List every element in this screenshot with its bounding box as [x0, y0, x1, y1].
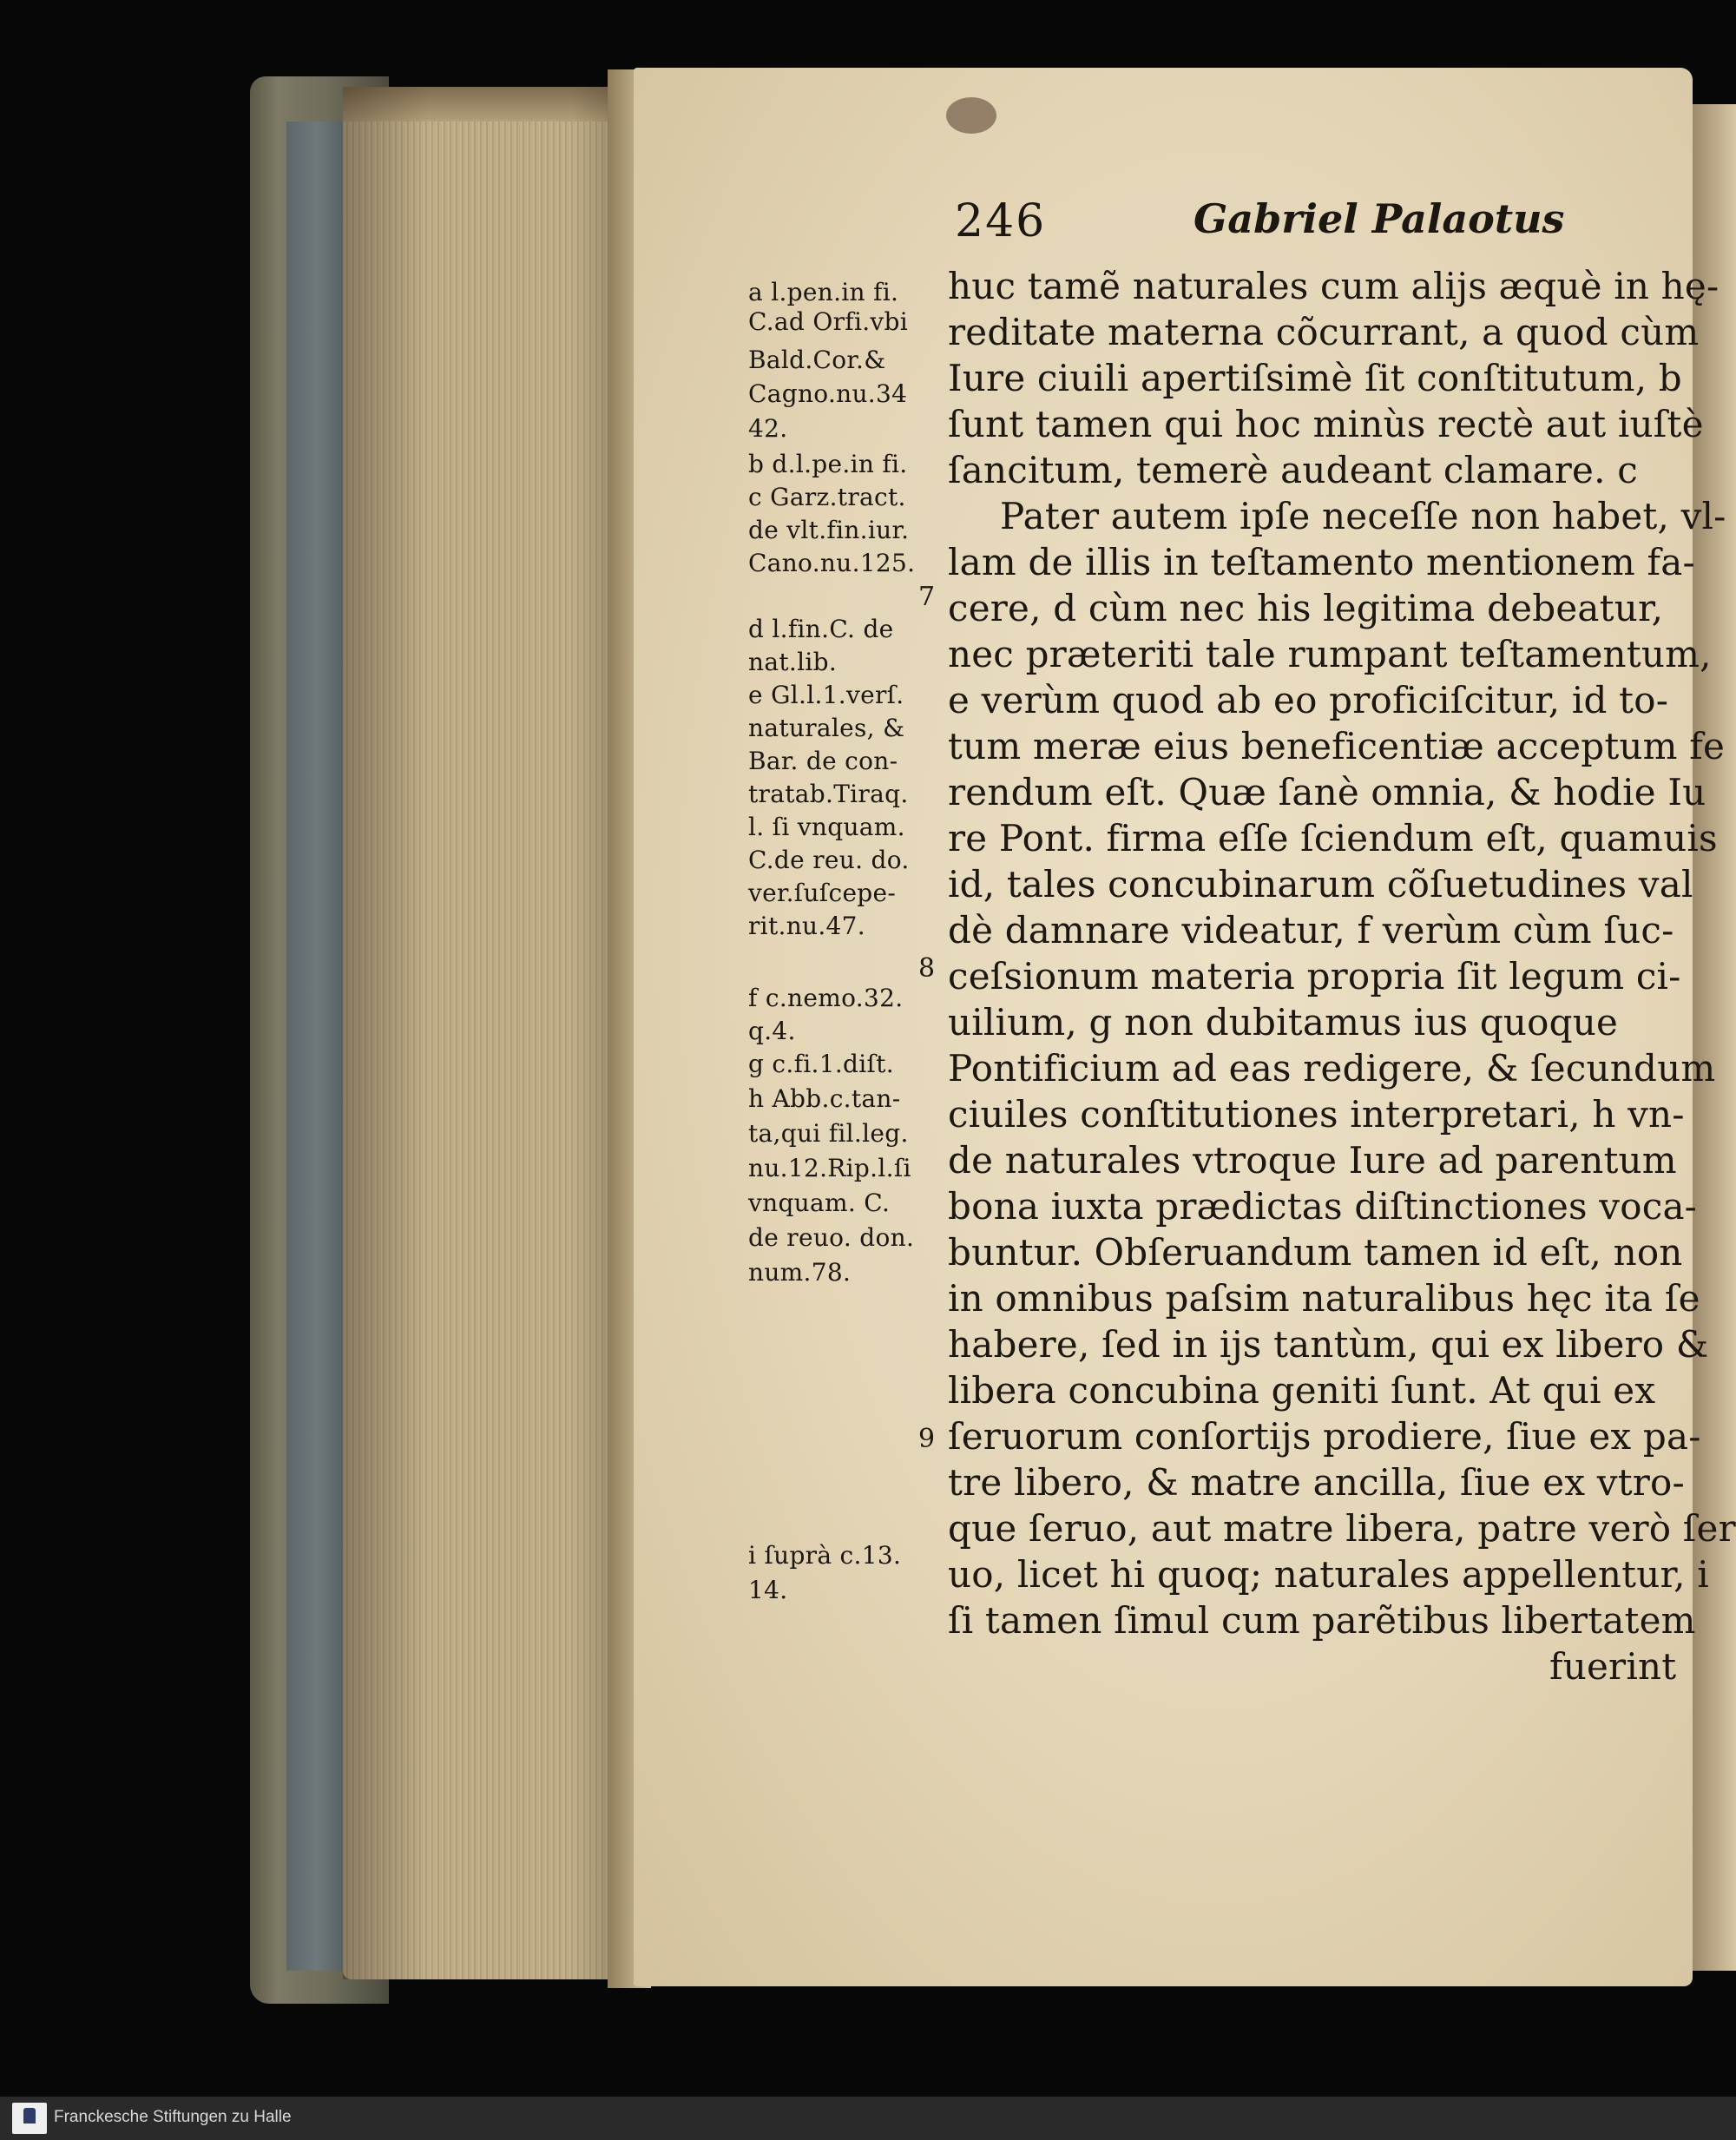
main-text-line: id, tales concubinarum cõſuetudines val: [948, 863, 1693, 905]
margin-note-line: naturales, &: [748, 714, 905, 742]
main-text-line: uilium, g non dubitamus ius quoque: [948, 1001, 1619, 1044]
margin-note-line: rit.nu.47.: [748, 912, 865, 940]
main-text-line: lam de illis in teſtamento mentionem fa-: [948, 541, 1695, 583]
main-text-line: Pater autem ipſe neceſſe non habet, vl-: [1000, 495, 1726, 537]
main-text-line: que ſeruo, aut matre libera, patre verò ſer: [948, 1507, 1736, 1550]
main-text-line: uo, licet hi quoq; naturales appellentur, i: [948, 1553, 1709, 1596]
main-text-line: ſeruorum conſortijs prodiere, ſiue ex pa-: [948, 1415, 1701, 1458]
main-text-line: libera concubina geniti ſunt. At qui ex: [948, 1369, 1656, 1412]
margin-note-line: C.de reu. do.: [748, 846, 910, 874]
main-text-line: buntur. Obſeruandum tamen id eſt, non: [948, 1231, 1683, 1274]
main-text-line: ſancitum, temerè audeant clamare. c: [948, 449, 1638, 491]
section-number: 8: [918, 953, 936, 984]
ink-stain: [946, 97, 996, 134]
main-text-line: de naturales vtroque Iure ad parentum: [948, 1139, 1677, 1182]
section-number: 9: [918, 1424, 936, 1454]
footer-bar: [0, 2097, 1736, 2140]
margin-note-line: e Gl.l.1.verſ.: [748, 681, 904, 709]
margin-note-line: g c.fi.1.diſt.: [748, 1050, 894, 1078]
margin-note-line: Cagno.nu.34: [748, 379, 908, 408]
catchword: fuerint: [1549, 1645, 1677, 1688]
main-text-line: Iure ciuili apertiſsimè ſit conſtitutum, b: [948, 357, 1682, 399]
margin-note-line: ta,qui fil.leg.: [748, 1119, 909, 1148]
margin-note-line: Bald.Cor.&: [748, 346, 886, 374]
margin-note-line: num.78.: [748, 1258, 852, 1287]
main-text-line: reditate materna cõcurrant, a quod cùm: [948, 311, 1700, 353]
main-text-line: dè damnare videatur, f verùm cùm ſuc-: [948, 909, 1674, 951]
page-number: 246: [955, 195, 1047, 247]
margin-note-line: l. ſi vnquam.: [748, 813, 905, 841]
margin-note-line: tratab.Tiraq.: [748, 780, 909, 808]
margin-note-line: ver.ſuſcepe-: [748, 879, 897, 907]
margin-note-line: vnquam. C.: [748, 1189, 891, 1217]
margin-note-line: a l.pen.in fi.: [748, 278, 899, 306]
margin-note-line: de reuo. don.: [748, 1223, 915, 1252]
main-text-line: ciuiles conſtitutiones interpretari, h vn-: [948, 1093, 1685, 1136]
page-block-shade: [343, 87, 629, 1979]
main-text-line: huc tamẽ naturales cum alijs æquè in hę-: [948, 265, 1720, 307]
running-head: Gabriel Palaotus: [1194, 195, 1565, 242]
main-text-line: nec præteriti tale rumpant teſtamentum,: [948, 633, 1712, 675]
main-text-line: bona iuxta prædictas diſtinctiones voca-: [948, 1185, 1698, 1228]
margin-note-line: h Abb.c.tan-: [748, 1084, 901, 1113]
margin-note-line: de vlt.fin.iur.: [748, 516, 910, 544]
main-text-line: ſunt tamen qui hoc minùs rectè aut iuſtè: [948, 403, 1704, 445]
margin-note-line: c Garz.tract.: [748, 483, 906, 511]
margin-note-line: b d.l.pe.in fi.: [748, 450, 908, 478]
margin-note-line: 14.: [748, 1576, 788, 1604]
margin-note-line: nu.12.Rip.l.ſi: [748, 1154, 911, 1182]
main-text-line: ſi tamen ſimul cum parẽtibus libertatem: [948, 1599, 1696, 1642]
margin-note-line: q.4.: [748, 1017, 796, 1045]
section-number: 7: [918, 582, 936, 612]
institution-logo-icon: [12, 2103, 47, 2134]
main-text-line: in omnibus paſsim naturalibus hęc ita ſe: [948, 1277, 1700, 1320]
main-text-line: rendum eſt. Quæ ſanè omnia, & hodie Iu: [948, 771, 1706, 813]
margin-note-line: Bar. de con-: [748, 747, 898, 775]
main-text-line: habere, ſed in ijs tantùm, qui ex libero &: [948, 1323, 1709, 1366]
footer-label: Franckesche Stiftungen zu Halle: [54, 2108, 292, 2126]
margin-note-line: C.ad Orfi.vbi: [748, 307, 908, 336]
margin-note-line: f c.nemo.32.: [748, 984, 904, 1012]
margin-note-line: Cano.nu.125.: [748, 549, 916, 577]
margin-note-line: nat.lib.: [748, 648, 838, 676]
cover-inner-board: [286, 122, 347, 1971]
margin-note-line: 42.: [748, 414, 788, 443]
main-text-line: tre libero, & matre ancilla, ſiue ex vtro-: [948, 1461, 1685, 1504]
margin-note-line: d l.fin.C. de: [748, 615, 894, 643]
main-text-line: e verùm quod ab eo proficiſcitur, id to-: [948, 679, 1669, 721]
margin-note-line: i ſuprà c.13.: [748, 1541, 902, 1570]
main-text-line: ceſsionum materia propria ſit legum ci-: [948, 955, 1681, 998]
facing-page-edge: [1693, 104, 1736, 1971]
main-text-line: re Pont. firma eſſe ſciendum eſt, quamuis: [948, 817, 1718, 859]
main-text-line: Pontificium ad eas redigere, & ſecundum: [948, 1047, 1716, 1090]
main-text-line: tum meræ eius beneficentiæ acceptum fe: [948, 725, 1726, 767]
main-text-line: cere, d cùm nec his legitima debeatur,: [948, 587, 1664, 629]
